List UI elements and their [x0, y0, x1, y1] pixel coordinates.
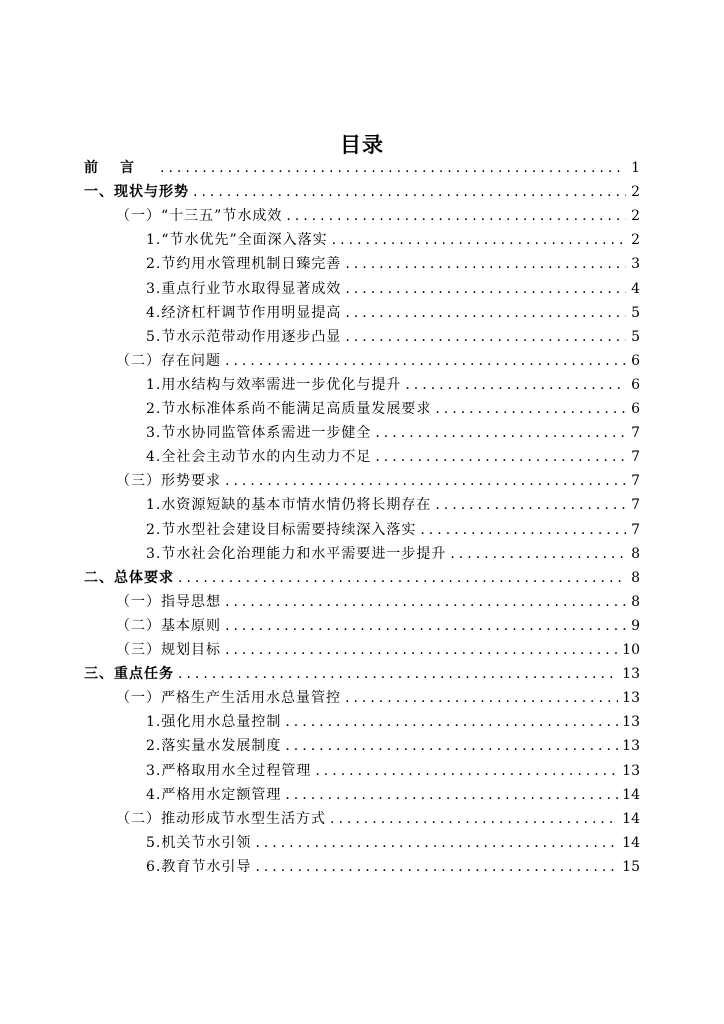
toc-entry-page-number: 1: [631, 160, 640, 176]
toc-entry-page-number: 13: [622, 738, 640, 755]
toc-entry-page-number: 5: [631, 304, 640, 321]
toc-entry-page-number: 2: [631, 232, 640, 249]
toc-entry-label: 二、总体要求: [84, 569, 174, 586]
toc-entry[interactable]: [116, 470, 640, 492]
toc-entry-page-number: 13: [622, 690, 640, 707]
toc-entry-page-number: 7: [631, 473, 640, 490]
toc-entry[interactable]: [116, 350, 640, 372]
toc-leader-dots: [375, 446, 626, 468]
toc-entry[interactable]: [116, 591, 640, 613]
toc-leader-dots: [178, 567, 626, 589]
toc-entry[interactable]: [84, 181, 640, 203]
toc-leader-dots: [178, 663, 618, 685]
toc-leader-dots: [255, 832, 618, 854]
toc-entry[interactable]: [146, 543, 640, 565]
toc-entry-page-number: 10: [622, 642, 640, 658]
toc-entry[interactable]: [146, 422, 640, 444]
toc-entry-label: 5.节水示范带动作用逐步凸显: [146, 328, 342, 345]
toc-entry[interactable]: [146, 856, 640, 878]
toc-leader-dots: [193, 181, 626, 203]
toc-entry[interactable]: [116, 615, 640, 637]
toc-entry[interactable]: [146, 302, 640, 324]
toc-entry[interactable]: [84, 567, 640, 589]
toc-leader-dots: [285, 735, 618, 757]
toc-entry[interactable]: [116, 639, 640, 661]
toc-entry-label: 三、重点任务: [84, 666, 174, 683]
page-title: 目录: [340, 132, 384, 157]
toc-leader-dots: [405, 374, 626, 396]
toc-leader-dots: [225, 591, 626, 613]
toc-entry-label: 3.节水社会化治理能力和水平需要进一步提升: [146, 545, 447, 562]
toc-entry-page-number: 3: [631, 256, 640, 273]
toc-entry[interactable]: [146, 711, 640, 733]
toc-leader-dots: [345, 687, 618, 709]
toc-entry-label: 1.“节水优先”全面深入落实: [146, 232, 328, 249]
toc-leader-dots: [420, 519, 626, 541]
toc-entry[interactable]: [146, 784, 640, 806]
toc-entry[interactable]: [146, 398, 640, 420]
toc-entry[interactable]: [116, 808, 640, 830]
toc-leader-dots: [345, 253, 626, 275]
toc-leader-dots: [375, 422, 626, 444]
toc-entry-label: （二）推动形成节水型生活方式: [116, 810, 326, 827]
toc-entry-page-number: 8: [631, 545, 640, 562]
toc-leader-dots: [285, 784, 618, 806]
toc-entry-page-number: 7: [631, 521, 640, 538]
toc-entry-page-number: 14: [622, 810, 640, 827]
toc-leader-dots: [345, 302, 626, 324]
toc-entry[interactable]: [146, 735, 640, 757]
toc-entry-page-number: 7: [631, 425, 640, 442]
toc-entry-label: 1.用水结构与效率需进一步优化与提升: [146, 376, 402, 393]
toc-entry-label: 3.严格取用水全过程管理: [146, 762, 312, 779]
toc-entry[interactable]: [146, 494, 640, 516]
toc-entry[interactable]: [146, 278, 640, 300]
toc-leader-dots: [225, 350, 626, 372]
toc-entry-label: 3.节水协同监管体系需进一步健全: [146, 425, 372, 442]
toc-entry-label: 一、现状与形势: [84, 184, 189, 201]
toc-entry[interactable]: [116, 687, 640, 709]
toc-entry-page-number: 14: [622, 834, 640, 851]
toc-leader-dots: [286, 205, 626, 227]
toc-leader-dots: [315, 760, 618, 782]
toc-leader-dots: [345, 278, 626, 300]
toc-entry-page-number: 5: [631, 328, 640, 345]
toc-leader-dots: [435, 494, 626, 516]
toc-entry-label: （一）“十三五”节水成效: [116, 208, 283, 225]
toc-entry-label: 4.经济杠杆调节作用明显提高: [146, 304, 342, 321]
toc-leader-dots: [435, 398, 626, 420]
toc-entry-label: 2.节水型社会建设目标需要持续深入落实: [146, 521, 417, 538]
toc-entry-page-number: 15: [622, 858, 640, 875]
toc-entry[interactable]: [84, 663, 640, 685]
toc-entry[interactable]: [146, 832, 640, 854]
toc-entry[interactable]: [146, 229, 640, 251]
toc-entry[interactable]: [146, 519, 640, 541]
toc-entry[interactable]: [146, 326, 640, 348]
toc-entry-label: （一）严格生产生活用水总量管控: [116, 690, 341, 707]
toc-leader-dots: [225, 639, 618, 661]
toc-entry-page-number: 2: [631, 208, 640, 225]
toc-leader-dots: [225, 470, 626, 492]
toc-entry-label: （二）基本原则: [116, 617, 221, 634]
toc-entry-page-number: 13: [622, 666, 640, 683]
toc-entry-page-number: 13: [622, 762, 640, 779]
toc-entry-label: （三）规划目标: [116, 642, 221, 658]
toc-entry[interactable]: [84, 157, 640, 179]
toc-entry-page-number: 4: [631, 280, 640, 297]
toc-entry-label: 1.强化用水总量控制: [146, 714, 282, 731]
toc-entry-page-number: 8: [631, 593, 640, 610]
toc-entry[interactable]: [116, 205, 640, 227]
toc-entry-label: 3.重点行业节水取得显著成效: [146, 280, 342, 297]
toc-entry-label: 6.教育节水引导: [146, 858, 252, 875]
toc-leader-dots: [450, 543, 626, 565]
toc-leader-dots: [255, 856, 618, 878]
toc-entry-label: 2.节水标准体系尚不能满足高质量发展要求: [146, 401, 432, 417]
toc-leader-dots: [285, 711, 618, 733]
toc-entry-page-number: 8: [631, 569, 640, 586]
toc-entry[interactable]: [146, 374, 640, 396]
toc-leader-dots: [160, 157, 626, 179]
toc-leader-dots: [330, 808, 618, 830]
toc-entry[interactable]: [146, 760, 640, 782]
toc-entry[interactable]: [146, 253, 640, 275]
toc-entry-label: （一）指导思想: [116, 593, 221, 610]
toc-entry-label: 前言: [84, 160, 156, 176]
toc-entry-page-number: 13: [622, 714, 640, 731]
toc-entry-page-number: 6: [631, 376, 640, 393]
toc-entry-label: 2.节约用水管理机制日臻完善: [146, 256, 342, 273]
toc-leader-dots: [225, 615, 626, 637]
toc-leader-dots: [345, 326, 626, 348]
toc-entry-page-number: 7: [631, 497, 640, 514]
toc-entry-label: 5.机关节水引领: [146, 834, 252, 851]
toc-entry-label: （三）形势要求: [116, 473, 221, 490]
toc-entry-page-number: 2: [631, 184, 640, 201]
toc-entry-label: （二）存在问题: [116, 352, 221, 369]
toc-entry-label: 2.落实量水发展制度: [146, 738, 282, 755]
toc-entry-page-number: 6: [631, 401, 640, 417]
toc-entry-page-number: 6: [631, 352, 640, 369]
toc-entry-page-number: 7: [631, 449, 640, 466]
toc-leader-dots: [332, 229, 626, 251]
toc-entry[interactable]: [146, 446, 640, 468]
toc-entry-label: 1.水资源短缺的基本市情水情仍将长期存在: [146, 497, 432, 514]
toc-entry-label: 4.全社会主动节水的内生动力不足: [146, 449, 372, 466]
toc-entry-label: 4.严格用水定额管理: [146, 786, 282, 803]
toc-entry-page-number: 14: [622, 786, 640, 803]
toc-entry-page-number: 9: [631, 617, 640, 634]
